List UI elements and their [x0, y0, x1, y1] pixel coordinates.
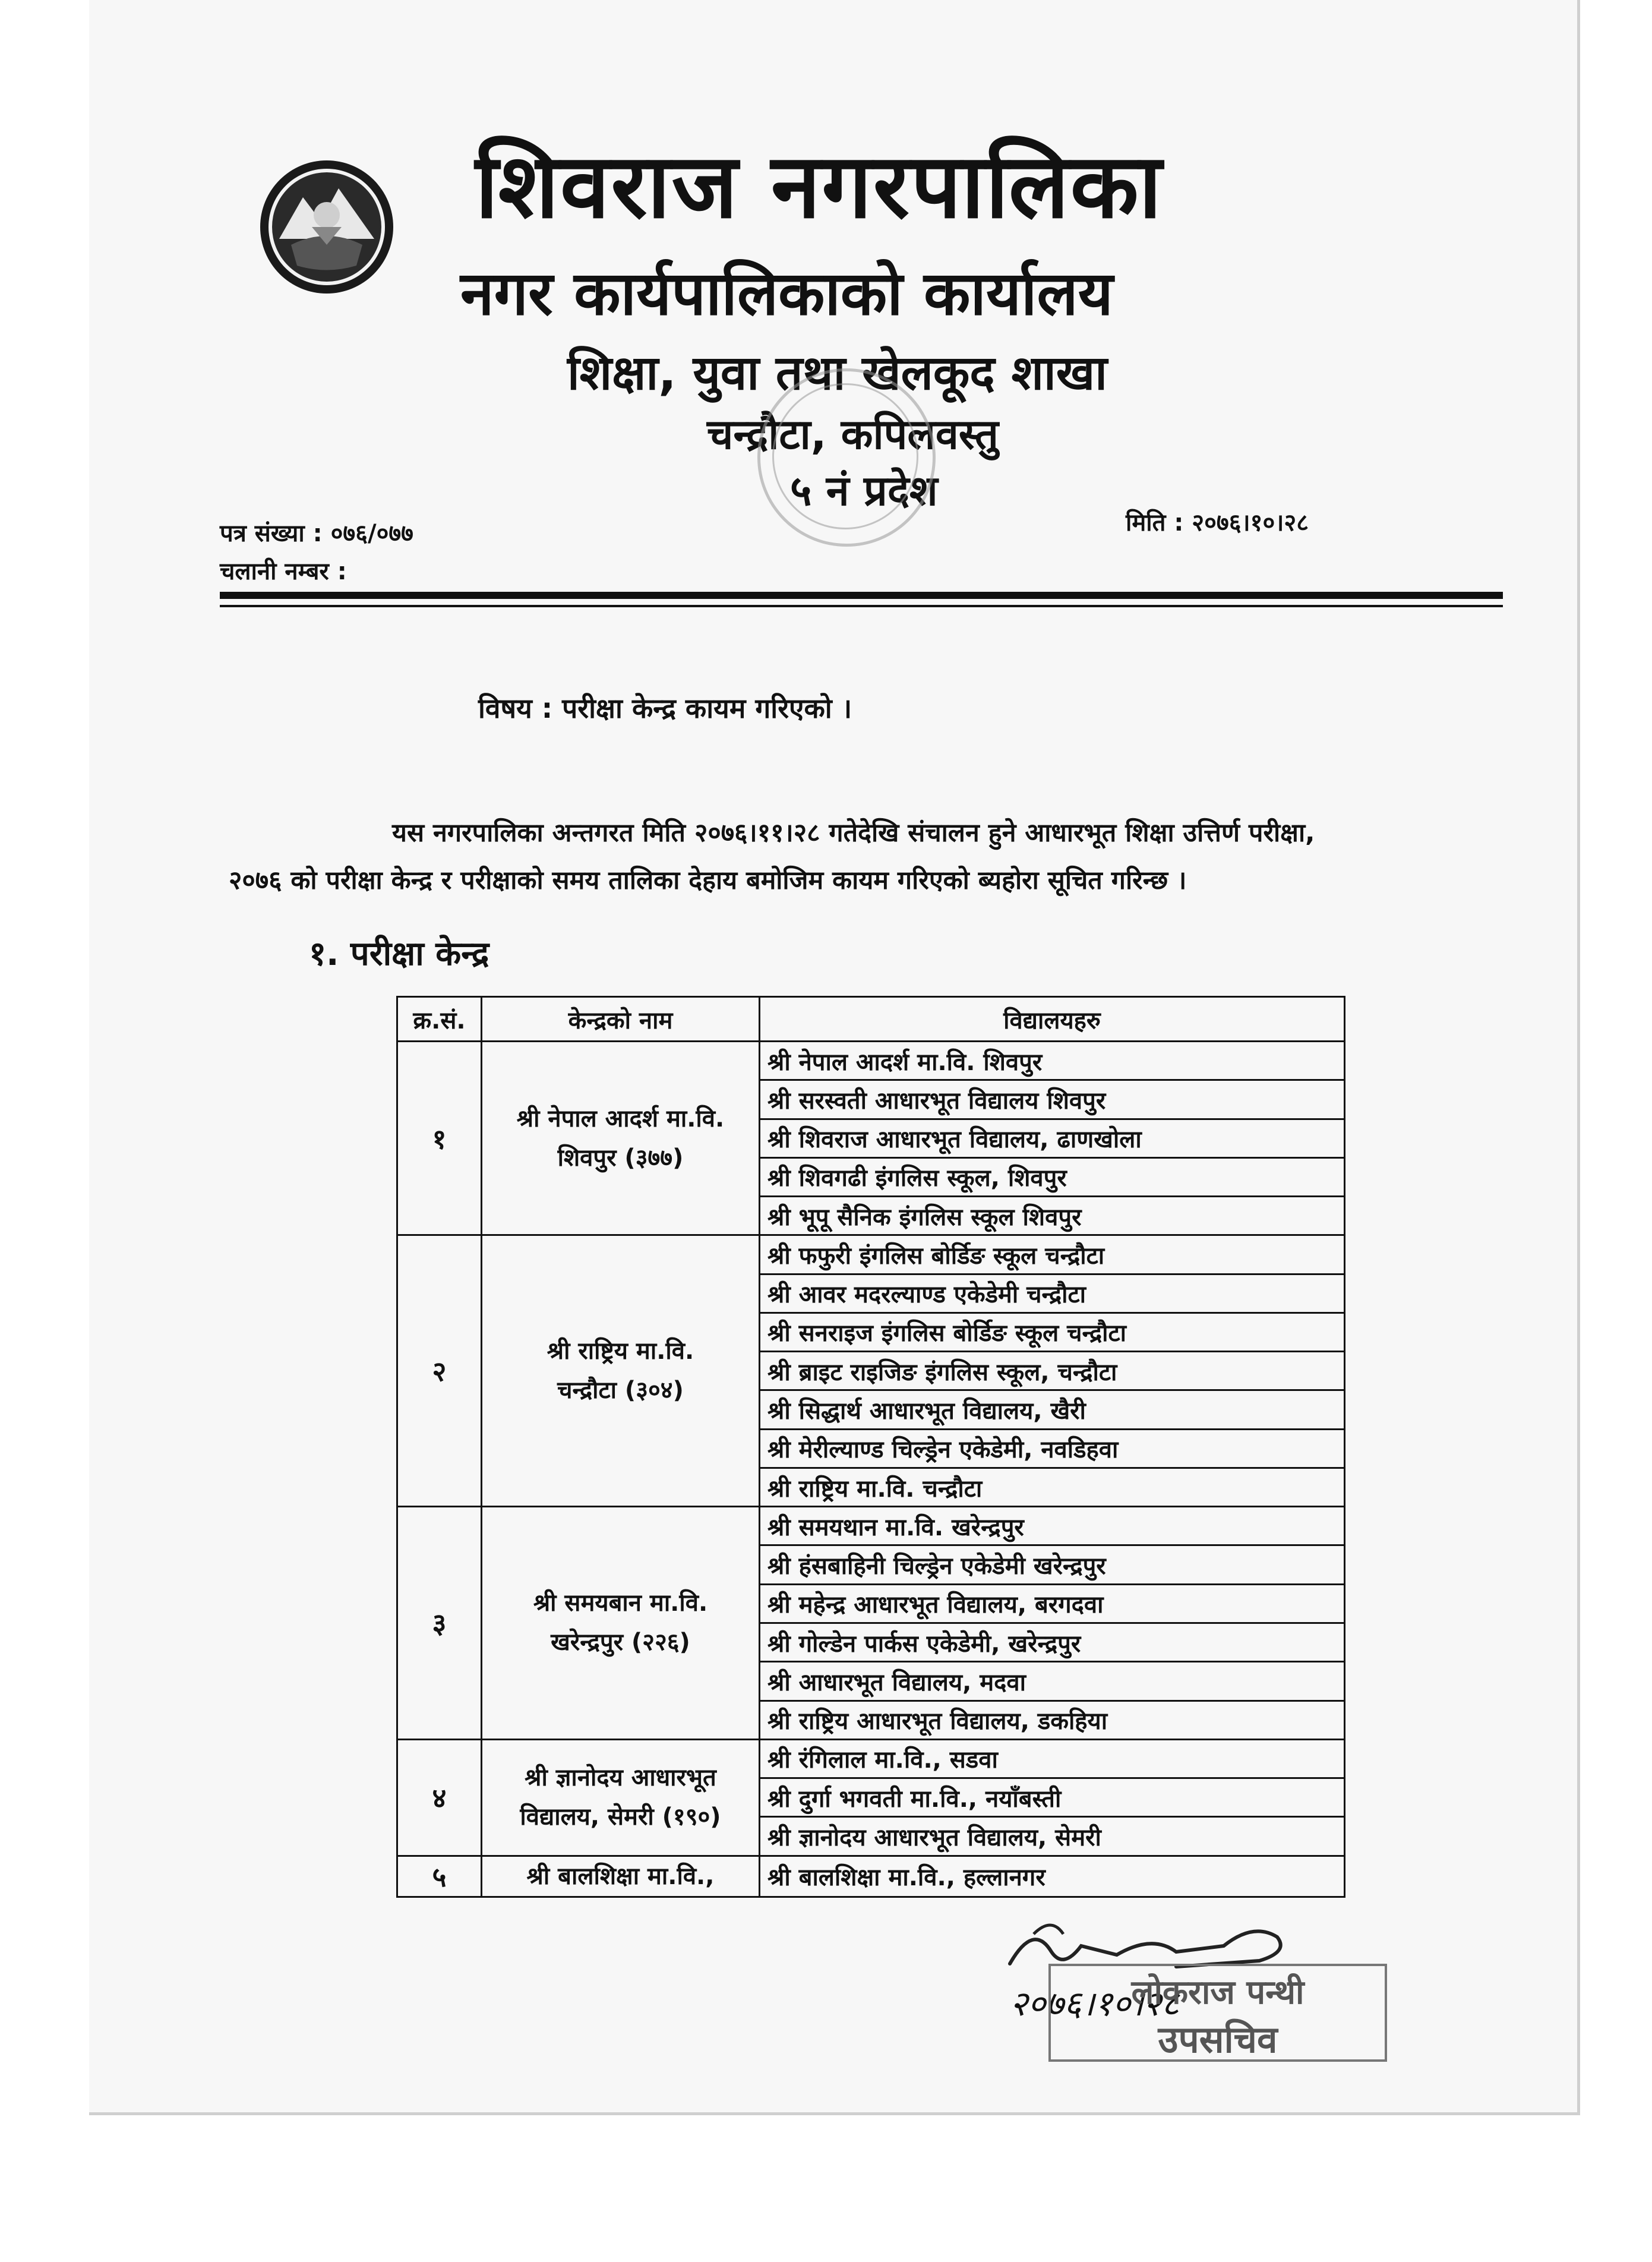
school-name: श्री दुर्गा भगवती मा.वि., नयाँबस्ती	[760, 1778, 1345, 1817]
school-name: श्री सरस्वती आधारभूत विद्यालय शिवपुर	[760, 1080, 1345, 1119]
school-name: श्री शिवराज आधारभूत विद्यालय, ढाणखोला	[760, 1119, 1345, 1157]
school-name: श्री फफुरी इंगलिस बोर्डिङ स्कूल चन्द्रौटा	[760, 1235, 1345, 1274]
center-serial: ४	[397, 1739, 482, 1856]
school-name: श्री रंगिलाल मा.वि., सडवा	[760, 1739, 1345, 1778]
subject-line: विषय : परीक्षा केन्द्र कायम गरिएको ।	[478, 692, 852, 724]
stamp-name: लोकराज पन्थी	[1131, 1973, 1304, 2012]
school-name: श्री आधारभूत विद्यालय, मदवा	[760, 1662, 1345, 1701]
center-name: श्री बालशिक्षा मा.वि.,	[482, 1856, 760, 1897]
school-name: श्री राष्ट्रिय मा.वि. चन्द्रौटा	[760, 1468, 1345, 1506]
school-name: श्री आवर मदरल्याण्ड एकेडेमी चन्द्रौटा	[760, 1274, 1345, 1313]
center-serial: ३	[397, 1507, 482, 1740]
office-seal	[757, 368, 936, 547]
center-serial: १	[397, 1042, 482, 1235]
government-emblem-icon	[255, 156, 398, 298]
school-name: श्री नेपाल आदर्श मा.वि. शिवपुर	[760, 1042, 1345, 1080]
table-header-row	[397, 997, 1345, 1042]
school-name: श्री गोल्डेन पार्कस एकेडेमी, खरेन्द्रपुर	[760, 1623, 1345, 1661]
center-name: श्री राष्ट्रिय मा.वि. चन्द्रौटा (३०४)	[482, 1235, 760, 1507]
school-name: श्री भूपू सैनिक इंगलिस स्कूल शिवपुर	[760, 1197, 1345, 1235]
school-name: श्री ज्ञानोदय आधारभूत विद्यालय, सेमरी	[760, 1817, 1345, 1856]
province: ५ नं प्रदेश	[790, 466, 938, 515]
school-name: श्री हंसबाहिनी चिल्ड्रेन एकेडेमी खरेन्द्रपुर	[760, 1545, 1345, 1584]
body-line-1: यस नगरपालिका अन्तगरत मिति २०७६।११।२८ गतेदेखि संचालन हुने आधारभूत शिक्षा उत्तिर्ण परीक्षा,	[392, 818, 1315, 848]
table-row	[397, 1235, 1345, 1274]
stamp-title: उपसचिव	[1158, 2018, 1278, 2061]
section-heading: १. परीक्षा केन्द्र	[309, 935, 489, 973]
header-rule-thin	[220, 605, 1503, 607]
org-name: शिवराज नगरपालिका	[475, 135, 1163, 238]
school-name: श्री मेरील्याण्ड चिल्ड्रेन एकेडेमी, नवडिहवा	[760, 1429, 1345, 1468]
letter-number: पत्र संख्या : ०७६/०७७	[220, 520, 413, 547]
col-header-serial: क्र.सं.	[397, 997, 482, 1042]
body-line-2: २०७६ को परीक्षा केन्द्र र परीक्षाको समय तालिका देहाय बमोजिम कायम गरिएको ब्यहोरा सूचित गरिन्छ ।	[229, 866, 1187, 895]
school-name: श्री राष्ट्रिय आधारभूत विद्यालय, डकहिया	[760, 1701, 1345, 1739]
exam-center-table	[396, 996, 1345, 1898]
table-row	[397, 1507, 1345, 1545]
center-name: श्री ज्ञानोदय आधारभूत विद्यालय, सेमरी (१९०)	[482, 1739, 760, 1856]
school-name: श्री ब्राइट राइजिङ इंगलिस स्कूल, चन्द्रौटा	[760, 1352, 1345, 1390]
center-serial: २	[397, 1235, 482, 1507]
col-header-schools: विद्यालयहरु	[760, 997, 1345, 1042]
office-name: नगर कार्यपालिकाको कार्यालय	[460, 258, 1113, 329]
center-name: श्री समयबान मा.वि. खरेन्द्रपुर (२२६)	[482, 1507, 760, 1740]
signature-date: २०७६।१०।२८	[1010, 1983, 1180, 2024]
signature-stamp	[1048, 1964, 1387, 2062]
header-rule	[220, 592, 1503, 599]
col-header-center: केन्द्रको नाम	[482, 997, 760, 1042]
branch-name: शिक्षा, युवा तथा खेलकूद शाखा	[567, 345, 1107, 400]
letter-date: मिति : २०७६।१०।२८	[1126, 509, 1309, 537]
table-row	[397, 1739, 1345, 1778]
address: चन्द्रौटा, कपिलवस्तु	[707, 410, 999, 459]
table-row	[397, 1042, 1345, 1080]
school-name: श्री बालशिक्षा मा.वि., हल्लानगर	[760, 1856, 1345, 1897]
school-name: श्री सिद्धार्थ आधारभूत विद्यालय, खैरी	[760, 1390, 1345, 1429]
school-name: श्री महेन्द्र आधारभूत विद्यालय, बरगदवा	[760, 1584, 1345, 1623]
school-name: श्री समयथान मा.वि. खरेन्द्रपुर	[760, 1507, 1345, 1545]
center-name: श्री नेपाल आदर्श मा.वि. शिवपुर (३७७)	[482, 1042, 760, 1235]
school-name: श्री शिवगढी इंगलिस स्कूल, शिवपुर	[760, 1157, 1345, 1196]
table-row	[397, 1856, 1345, 1897]
dispatch-number: चलानी नम्बर :	[220, 558, 347, 585]
school-name: श्री सनराइज इंगलिस बोर्डिङ स्कूल चन्द्रौटा	[760, 1313, 1345, 1351]
center-serial: ५	[397, 1856, 482, 1897]
